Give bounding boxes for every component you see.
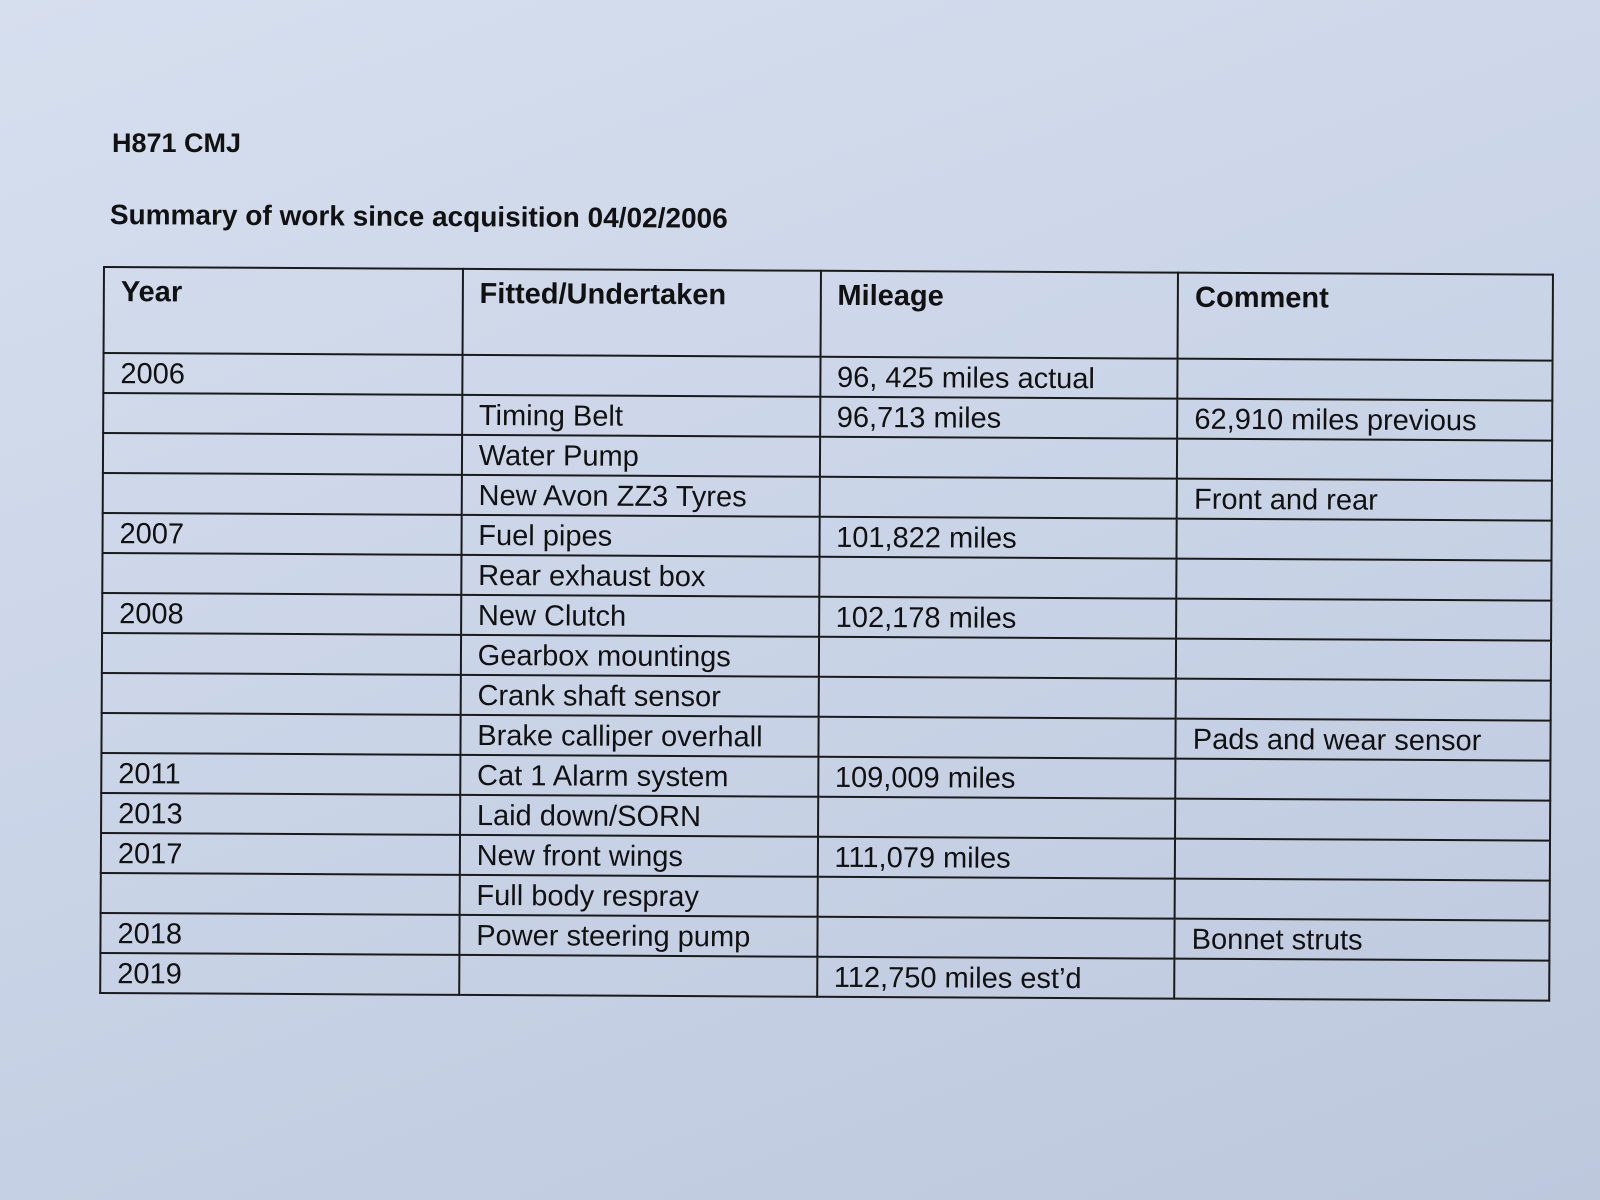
cell-fitted-undertaken — [462, 355, 820, 397]
cell-mileage — [818, 717, 1176, 759]
cell-fitted-undertaken: New Clutch — [461, 595, 819, 637]
cell-fitted-undertaken: Crank shaft sensor — [460, 675, 818, 717]
cell-comment — [1176, 639, 1551, 681]
cell-mileage — [819, 557, 1177, 599]
cell-comment — [1175, 759, 1550, 801]
cell-mileage: 102,178 miles — [819, 597, 1177, 639]
cell-year: 2019 — [100, 953, 459, 995]
cell-year — [103, 473, 462, 515]
cell-comment: 62,910 miles previous — [1177, 399, 1552, 441]
cell-year — [103, 433, 462, 475]
cell-comment — [1176, 679, 1551, 721]
cell-fitted-undertaken: Gearbox mountings — [461, 635, 819, 677]
cell-fitted-undertaken: Laid down/SORN — [460, 795, 818, 837]
cell-comment — [1175, 799, 1550, 841]
cell-year — [101, 713, 460, 755]
cell-mileage: 111,079 miles — [817, 837, 1175, 879]
vehicle-registration: H871 CMJ — [112, 128, 242, 158]
cell-mileage — [819, 437, 1177, 479]
cell-fitted-undertaken: Cat 1 Alarm system — [460, 755, 818, 797]
cell-year — [101, 873, 460, 915]
document-subtitle: Summary of work since acquisition 04/02/2006 — [109, 199, 728, 234]
cell-year — [102, 553, 461, 595]
cell-mileage: 96, 425 miles actual — [820, 357, 1178, 399]
cell-year: 2017 — [101, 833, 460, 875]
cell-fitted-undertaken: Power steering pump — [459, 915, 817, 957]
cell-fitted-undertaken: New Avon ZZ3 Tyres — [461, 475, 819, 517]
cell-year: 2013 — [101, 793, 460, 835]
cell-fitted-undertaken: Water Pump — [462, 435, 820, 477]
cell-comment — [1177, 439, 1552, 481]
cell-comment — [1176, 599, 1551, 641]
cell-comment — [1177, 559, 1552, 601]
cell-year: 2018 — [100, 913, 459, 955]
header-year: Year — [104, 267, 463, 355]
cell-fitted-undertaken: Brake calliper overhall — [460, 715, 818, 757]
work-summary-table — [99, 266, 1554, 1002]
cell-mileage — [818, 637, 1176, 679]
cell-fitted-undertaken: Rear exhaust box — [461, 555, 819, 597]
cell-year: 2008 — [102, 593, 461, 635]
cell-fitted-undertaken: Full body respray — [459, 875, 817, 917]
cell-fitted-undertaken: New front wings — [460, 835, 818, 877]
table-header-row — [104, 267, 1553, 361]
cell-fitted-undertaken: Timing Belt — [462, 395, 820, 437]
cell-comment: Pads and wear sensor — [1176, 719, 1551, 761]
cell-mileage — [818, 797, 1176, 839]
cell-year — [103, 393, 462, 435]
cell-comment — [1175, 839, 1550, 881]
header-mileage: Mileage — [820, 271, 1178, 359]
cell-mileage: 96,713 miles — [820, 397, 1178, 439]
cell-mileage — [819, 477, 1177, 519]
cell-mileage — [817, 877, 1175, 919]
cell-year: 2011 — [101, 753, 460, 795]
cell-year: 2007 — [102, 513, 461, 555]
header-comment: Comment — [1178, 273, 1553, 361]
cell-comment: Bonnet struts — [1175, 919, 1550, 961]
cell-year — [102, 673, 461, 715]
cell-fitted-undertaken — [459, 955, 817, 997]
cell-fitted-undertaken: Fuel pipes — [461, 515, 819, 557]
cell-mileage — [817, 917, 1175, 959]
cell-comment — [1177, 519, 1552, 561]
header-fitted-undertaken: Fitted/Undertaken — [462, 269, 820, 357]
cell-mileage: 101,822 miles — [819, 517, 1177, 559]
cell-mileage: 112,750 miles est’d — [817, 957, 1175, 999]
cell-comment — [1174, 959, 1549, 1001]
cell-mileage: 109,009 miles — [818, 757, 1176, 799]
cell-comment — [1175, 879, 1550, 921]
table-body — [100, 353, 1552, 1001]
cell-mileage — [818, 677, 1176, 719]
table-row — [100, 953, 1549, 1001]
cell-year: 2006 — [103, 353, 462, 395]
cell-comment — [1178, 359, 1553, 401]
cell-year — [102, 633, 461, 675]
cell-comment: Front and rear — [1177, 479, 1552, 521]
